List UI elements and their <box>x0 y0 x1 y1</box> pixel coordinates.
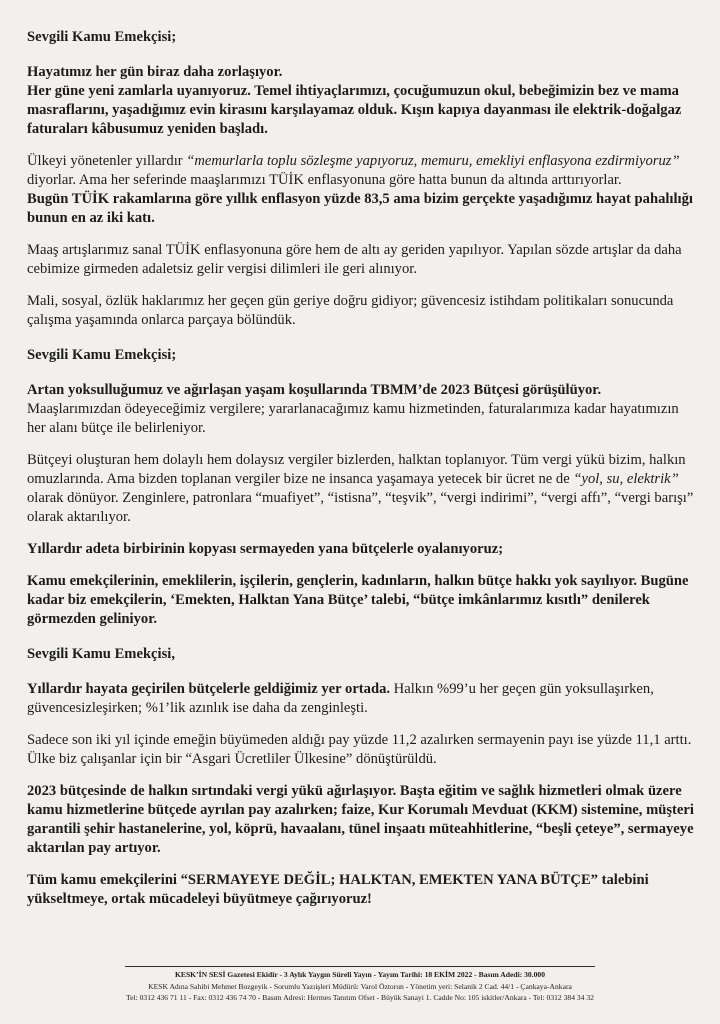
paragraph-7 <box>27 381 695 438</box>
paragraph-2: Her güne yeni zamlarla uyanıyoruz. Temel ihtiyaçlarımızı, çocuğumuzun okul, bebeğimizin bez ve mama masraflarını, yaşadığımız evin kirasını karşılayamaz olduk. Kışın kapıya dayanması ile elektrik-doğalgaz faturaları kâbusumuz yeniden başladı. <box>27 83 682 137</box>
paragraph-8 <box>27 451 695 527</box>
paragraph-11 <box>27 680 695 718</box>
paragraph-7-bold: Artan yoksulluğumuz ve ağırlaşan yaşam koşullarında TBMM’de 2023 Bütçesi görüşülüyor. <box>27 382 602 398</box>
greeting-2: Sevgili Kamu Emekçisi; <box>27 347 177 363</box>
paragraph-8-text-a: Bütçeyi oluşturan hem dolaylı hem dolaysız vergiler bizlerden, halktan toplanıyor. Tüm vergi yükü bizim, halkın omuzlarında. Ama bizden toplanan vergiler bize ne insanca yaşamaya yetecek bir ücret ne de <box>27 452 686 487</box>
paragraph-8-quote: “yol, su, elektrik” <box>573 471 679 487</box>
paragraph-3-text-b: diyorlar. Ama her seferinde maaşlarımızı TÜİK enflasyonuna göre hatta bunun da altında arttırıyorlar. <box>27 172 622 188</box>
paragraph-3-quote: “memurlarla toplu sözleşme yapıyoruz, memuru, emekliyi enflasyona ezdirmiyoruz” <box>186 153 680 169</box>
footer-line-3: Tel: 0312 436 71 11 - Fax: 0312 436 74 70 - Basım Adresi: Hermes Tanıtım Ofset - Büyük Sanayi 1. Cadde No: 105 iskitler/Ankara - Tel: 0312 384 34 32 <box>126 993 594 1002</box>
paragraph-3-text-a: Ülkeyi yönetenler yıllardır <box>27 153 187 169</box>
paragraph-3 <box>27 152 695 190</box>
paragraph-8-text-b: olarak dönüyor. Zenginlere, patronlara “muafiyet”, “istisna”, “teşvik”, “vergi indirimi”, “vergi affı”, “vergi barışı” olarak aktarılıyor. <box>27 490 694 525</box>
paragraph-7-text: Maaşlarımızdan ödeyeceğimiz vergilere; yararlanacağımız kamu hizmetinden, faturalarımıza kadar hayatımızın her alanı bütçe ile belirleniyor. <box>27 401 679 436</box>
footer-divider <box>125 966 595 967</box>
greeting-1: Sevgili Kamu Emekçisi; <box>27 29 177 45</box>
paragraph-6: Mali, sosyal, özlük haklarımız her geçen gün geriye doğru gidiyor; güvencesiz istihdam politikaları sonucunda çalışma yaşamında onlarca parçaya bölündük. <box>27 293 674 328</box>
paragraph-9: Yıllardır adeta birbirinin kopyası sermayeden yana bütçelerle oyalanıyoruz; <box>27 541 504 557</box>
paragraph-11-text: Halkın %99’u her geçen gün yoksullaşırken, güvencesizleşirken; %1’lik azınlık ise daha da zenginleşti. <box>27 681 654 716</box>
paragraph-13: 2023 bütçesinde de halkın sırtındaki vergi yükü ağırlaşıyor. Başta eğitim ve sağlık hizmetleri olmak üzere kamu hizmetlerine bütçede ayrılan pay azalırken; faize, Kur Korumalı Mevduat (KKM) sistemine, müşteri garantili şehir hastanelerine, yol, köprü, havaalanı, tünel inşaatı müteahhitlerine, “beşli çeteye”, sermayeye aktarılan pay artıyor. <box>27 783 694 856</box>
greeting-3: Sevgili Kamu Emekçisi, <box>27 646 175 662</box>
paragraph-5: Maaş artışlarımız sanal TÜİK enflasyonuna göre hem de altı ay geriden yapılıyor. Yapılan sözde artışlar da daha cebimize girmeden adaletsiz gelir vergisi dilimleri ile geri alınıyor. <box>27 242 682 277</box>
leaflet-body <box>27 28 695 909</box>
paragraph-10: Kamu emekçilerinin, emeklilerin, işçilerin, gençlerin, kadınların, halkın bütçe hakkı yok sayılıyor. Bugüne kadar biz emekçilerin, ‘Emekten, Halktan Yana Bütçe’ talebi, “bütçe imkânlarımız kısıtlı” denilerek görmezden geliniyor. <box>27 573 689 627</box>
paragraph-14: Tüm kamu emekçilerini “SERMAYEYE DEĞİL; HALKTAN, EMEKTEN YANA BÜTÇE” talebini yükseltmeye, ortak mücadeleyi büyütmeye çağırıyoruz! <box>27 872 649 907</box>
footer-line-1: KESK’İN SESİ Gazetesi Ekidir - 3 Aylık Yaygın Süreli Yayın - Yayım Tarihi: 18 EKİM 2022 - Basım Adedi: 30.000 <box>174 970 546 979</box>
paragraph-1: Hayatımız her gün biraz daha zorlaşıyor. <box>27 64 283 80</box>
paragraph-11-bold: Yıllardır hayata geçirilen bütçelerle geldiğimiz yer ortada. <box>27 681 391 697</box>
paragraph-4: Bugün TÜİK rakamlarına göre yıllık enflasyon yüzde 83,5 ama bizim gerçekte yaşadığımız hayat pahalılığı bunun en az iki katı. <box>27 191 693 226</box>
footer-line-2: KESK Adına Sahibi Mehmet Bozgeyik - Sorumlu Yazıişleri Müdürü: Varol Öztorun - Yönetim yeri: Selanik 2 Cad. 44/1 - Çankaya-Ankara <box>148 981 572 991</box>
imprint-footer <box>0 966 720 1004</box>
paragraph-12: Sadece son iki yıl içinde emeğin büyümeden aldığı pay yüzde 11,2 azalırken sermayenin payı ise yüzde 11,1 arttı. Ülke biz çalışanlar için bir “Asgari Ücretliler Ülkesine” dönüştürüldü. <box>27 732 692 767</box>
